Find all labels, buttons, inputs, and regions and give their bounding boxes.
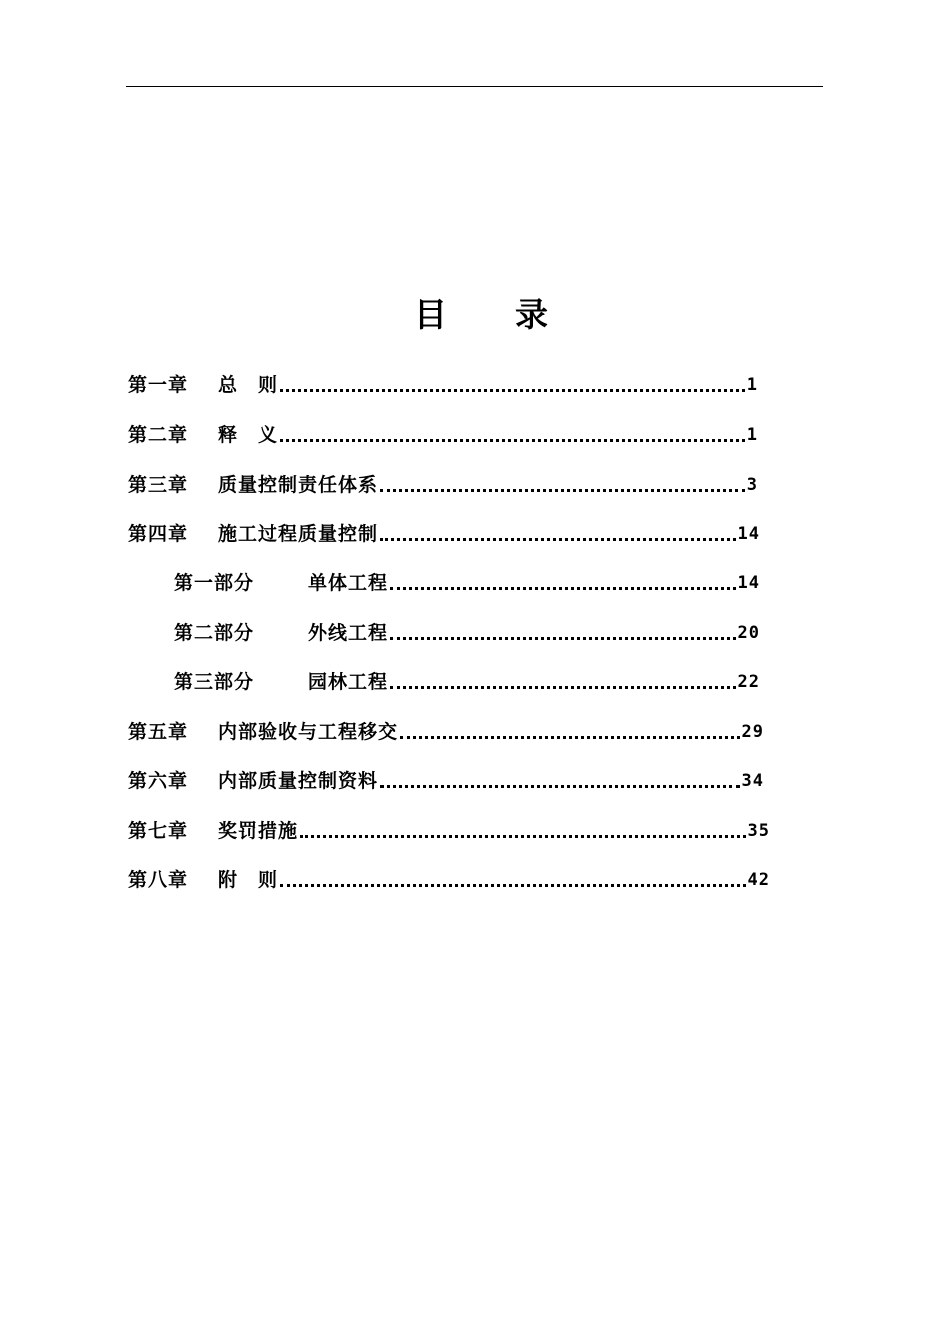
toc-entry-part-2[interactable] bbox=[174, 617, 760, 649]
toc-title-char-1: 目 bbox=[414, 295, 447, 335]
toc-entry-page: 3 bbox=[746, 475, 758, 495]
toc-dot-leader bbox=[380, 765, 740, 797]
toc-dot-leader bbox=[280, 369, 745, 401]
toc-dot-leader bbox=[390, 617, 736, 649]
toc-entry-title: 外线工程 bbox=[308, 622, 389, 644]
toc-entry-number: 第六章 bbox=[128, 770, 189, 792]
toc-entry-number: 第八章 bbox=[128, 869, 189, 891]
toc-entry-chapter-4[interactable] bbox=[128, 518, 760, 550]
toc-entry-title: 质量控制责任体系 bbox=[218, 474, 379, 496]
toc-entry-number: 第一章 bbox=[128, 374, 189, 396]
toc-entry-page: 20 bbox=[737, 623, 760, 643]
toc-entry-number: 第三章 bbox=[128, 474, 189, 496]
toc-entry-chapter-8[interactable] bbox=[128, 864, 770, 896]
toc-entry-title: 释 义 bbox=[218, 424, 279, 446]
toc-dot-leader bbox=[390, 666, 736, 698]
toc-dot-leader bbox=[300, 815, 746, 847]
toc-entry-page: 1 bbox=[746, 425, 758, 445]
toc-entry-page: 42 bbox=[747, 870, 770, 890]
toc-entry-page: 14 bbox=[737, 573, 760, 593]
toc-entry-title: 总 则 bbox=[218, 374, 279, 396]
toc-entry-title: 单体工程 bbox=[308, 572, 389, 594]
toc-entry-number: 第一部分 bbox=[174, 572, 255, 594]
toc-dot-leader bbox=[380, 469, 745, 501]
toc-entry-title: 内部验收与工程移交 bbox=[218, 721, 399, 743]
toc-entry-number: 第五章 bbox=[128, 721, 189, 743]
toc-dot-leader bbox=[390, 567, 736, 599]
toc-entry-chapter-6[interactable] bbox=[128, 765, 764, 797]
toc-entry-title: 施工过程质量控制 bbox=[218, 523, 379, 545]
toc-entry-number: 第三部分 bbox=[174, 671, 255, 693]
toc-entry-page: 34 bbox=[741, 771, 764, 791]
toc-entry-number: 第四章 bbox=[128, 523, 189, 545]
toc-entry-chapter-2[interactable] bbox=[128, 419, 758, 451]
toc-entry-page: 14 bbox=[737, 524, 760, 544]
toc-entry-number: 第二章 bbox=[128, 424, 189, 446]
toc-entry-chapter-1[interactable] bbox=[128, 369, 758, 401]
toc-entry-page: 22 bbox=[737, 672, 760, 692]
toc-dot-leader bbox=[280, 864, 746, 896]
toc-entry-number: 第二部分 bbox=[174, 622, 255, 644]
toc-entry-title: 奖罚措施 bbox=[218, 820, 299, 842]
toc-dot-leader bbox=[400, 716, 740, 748]
toc-title-char-2: 录 bbox=[515, 295, 548, 335]
toc-entry-chapter-7[interactable] bbox=[128, 815, 770, 847]
toc-entry-page: 29 bbox=[741, 722, 764, 742]
toc-entry-title: 内部质量控制资料 bbox=[218, 770, 379, 792]
toc-entry-page: 35 bbox=[747, 821, 770, 841]
toc-entry-title: 附 则 bbox=[218, 869, 279, 891]
toc-entry-number: 第七章 bbox=[128, 820, 189, 842]
toc-entry-part-3[interactable] bbox=[174, 666, 760, 698]
toc-entry-chapter-5[interactable] bbox=[128, 716, 764, 748]
toc-entry-chapter-3[interactable] bbox=[128, 469, 758, 501]
toc-entry-part-1[interactable] bbox=[174, 567, 760, 599]
toc-dot-leader bbox=[380, 518, 736, 550]
toc-entry-title: 园林工程 bbox=[308, 671, 389, 693]
toc-dot-leader bbox=[280, 419, 745, 451]
toc-entry-page: 1 bbox=[746, 375, 758, 395]
